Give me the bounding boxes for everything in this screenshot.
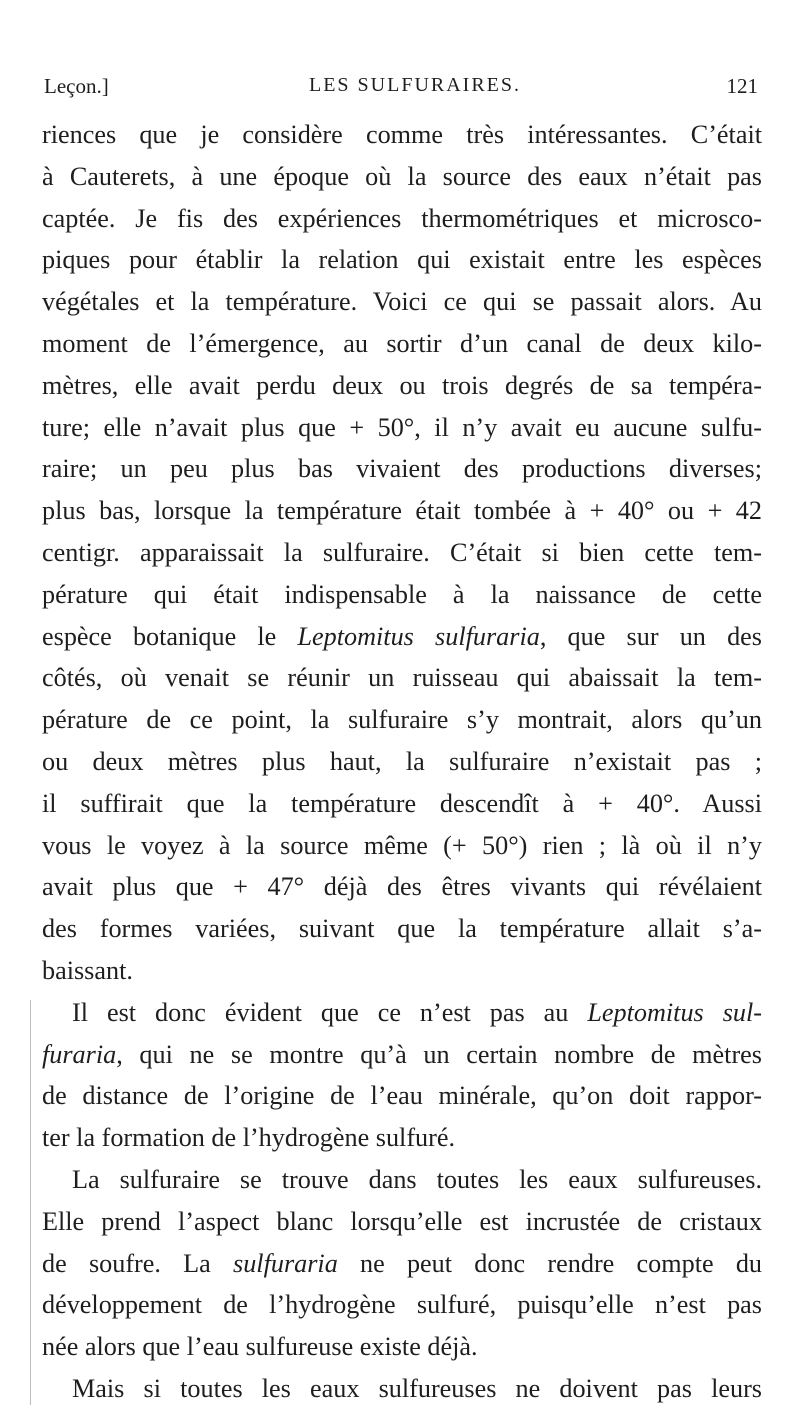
page-number: 121 <box>726 74 758 98</box>
text-line: à Cauterets, à une époque où la source des eaux n’était pas <box>42 161 762 191</box>
text-line: piques pour établir la relation qui existait entre les espèces <box>42 245 762 275</box>
text-line: La sulfuraire se trouve dans toutes les eaux sulfureuses. <box>72 1164 762 1194</box>
text-run: , que sur un des <box>539 621 762 651</box>
text-line <box>42 1034 762 1076</box>
text-line: des formes variées, suivant que la température allait s’a- <box>42 914 762 944</box>
text-line: végétales et la température. Voici ce qui se passait alors. Au <box>42 287 762 317</box>
text-line: côtés, où venait se réunir un ruisseau qui abaissait la tem- <box>42 663 762 693</box>
text-run: , qui ne se montre qu’à un certain nombre de mètres <box>116 1039 762 1069</box>
text-line: plus bas, lorsque la température était tombée à + 40° ou + 42 <box>42 496 762 526</box>
text-line <box>42 616 762 658</box>
text-line: captée. Je fis des expériences thermométriques et microsco- <box>42 203 762 233</box>
running-title: LES SULFURAIRES. <box>308 74 522 96</box>
text-run: de soufre. La <box>42 1248 234 1278</box>
text-line: raire; un peu plus bas vivaient des productions diverses; <box>42 454 762 484</box>
running-header <box>44 74 760 108</box>
text-line: mètres, elle avait perdu deux ou trois degrés de sa tempéra- <box>42 370 762 400</box>
lesson-marker: Leçon.] <box>44 74 109 98</box>
page-edge-shadow <box>30 1000 31 1405</box>
italic-term: Leptomitus sulfuraria <box>297 621 540 651</box>
text-run: ne peut donc rendre compte du <box>337 1248 762 1278</box>
text-line <box>42 1243 762 1285</box>
text-run: Il est donc évident que ce n’est pas au <box>72 997 588 1027</box>
text-line: de distance de l’origine de l’eau minérale, qu’on doit rappor- <box>42 1081 762 1111</box>
text-line: il suffirait que la température descendît à + 40°. Aussi <box>42 788 762 818</box>
text-line: développement de l’hydrogène sulfuré, puisqu’elle n’est pas <box>42 1290 762 1320</box>
italic-term: sulfuraria <box>233 1248 338 1278</box>
text-line: moment de l’émergence, au sortir d’un canal de deux kilo- <box>42 328 762 358</box>
body-text <box>42 114 762 1410</box>
text-line: née alors que l’eau sulfureuse existe déjà. <box>42 1332 478 1362</box>
text-line: ture; elle n’avait plus que + 50°, il n’y avait eu aucune sulfu- <box>42 412 762 442</box>
text-line: centigr. apparaissait la sulfuraire. C’était si bien cette tem- <box>42 537 762 567</box>
text-line: avait plus que + 47° déjà des êtres vivants qui révélaient <box>42 872 762 902</box>
text-line <box>42 992 762 1034</box>
text-line: ter la formation de l’hydrogène sulfuré. <box>42 1123 456 1153</box>
text-line: pérature de ce point, la sulfuraire s’y montrait, alors qu’un <box>42 705 762 735</box>
italic-term: furaria <box>42 1039 117 1069</box>
text-line: ou deux mètres plus haut, la sulfuraire n’existait pas ; <box>42 746 762 776</box>
italic-term: Leptomitus sul- <box>587 997 762 1027</box>
text-line: baissant. <box>42 955 133 985</box>
text-line: Mais si toutes les eaux sulfureuses ne doivent pas leurs <box>72 1373 762 1403</box>
text-line: vous le voyez à la source même (+ 50°) rien ; là où il n’y <box>42 830 762 860</box>
text-line: riences que je considère comme très intéressantes. C’était <box>42 120 762 149</box>
text-run: espèce botanique le <box>42 621 298 651</box>
text-line: Elle prend l’aspect blanc lorsqu’elle est incrustée de cristaux <box>42 1206 762 1236</box>
text-line: pérature qui était indispensable à la naissance de cette <box>42 579 762 609</box>
